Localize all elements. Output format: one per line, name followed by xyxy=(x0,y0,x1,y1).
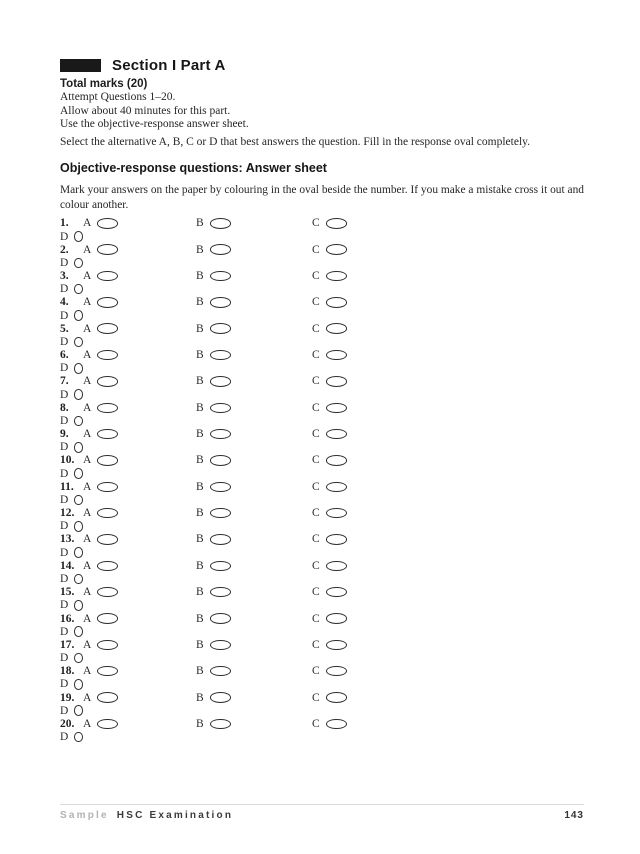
answer-oval[interactable] xyxy=(74,442,83,453)
option-letter: C xyxy=(312,454,320,467)
answer-oval[interactable] xyxy=(97,719,118,730)
answer-oval[interactable] xyxy=(97,692,118,703)
option-letter: A xyxy=(83,401,92,414)
option-letter: C xyxy=(312,349,320,362)
select-alternative-instruction: Select the alternative A, B, C or D that best answers the question. Fill in the response oval completely. xyxy=(60,135,531,148)
page-footer xyxy=(60,804,584,821)
answer-oval[interactable] xyxy=(210,455,231,466)
option-cell xyxy=(196,296,312,308)
option-cell xyxy=(312,454,426,466)
option-cell xyxy=(60,547,83,559)
option-letter: B xyxy=(196,375,204,388)
option-cell xyxy=(83,349,196,361)
option-cell xyxy=(83,560,196,572)
option-letter: B xyxy=(196,217,204,230)
answer-oval[interactable] xyxy=(326,218,347,229)
option-cell xyxy=(196,244,312,256)
answer-oval[interactable] xyxy=(74,389,83,400)
option-cell xyxy=(196,428,312,440)
marking-instructions-paragraph: Mark your answers on the paper by colouring in the oval beside the number. If you make a mistake cross it out and colour another. xyxy=(60,184,584,211)
answer-oval[interactable] xyxy=(210,350,231,361)
option-cell xyxy=(60,599,83,611)
option-letter: C xyxy=(312,533,320,546)
option-letter: A xyxy=(83,428,92,441)
option-cell xyxy=(196,323,312,335)
option-letter: D xyxy=(60,467,69,480)
answer-oval[interactable] xyxy=(210,429,231,440)
answer-oval[interactable] xyxy=(74,705,83,716)
question-number: 11. xyxy=(60,480,74,493)
option-letter: B xyxy=(196,612,204,625)
answer-oval[interactable] xyxy=(74,732,83,743)
option-letter: A xyxy=(83,375,92,388)
option-cell xyxy=(60,441,83,453)
option-letter: B xyxy=(196,717,204,730)
option-cell xyxy=(60,520,83,532)
answer-oval[interactable] xyxy=(210,666,231,677)
option-cell xyxy=(60,494,83,506)
option-cell xyxy=(83,375,196,387)
answer-oval[interactable] xyxy=(97,534,118,545)
answer-oval[interactable] xyxy=(326,613,347,624)
question-number: 17. xyxy=(60,638,75,651)
option-letter: A xyxy=(83,270,92,283)
answer-oval[interactable] xyxy=(74,600,83,611)
option-letter: B xyxy=(196,454,204,467)
question-number: 4. xyxy=(60,296,69,309)
answer-row xyxy=(60,243,584,269)
option-cell xyxy=(83,692,196,704)
option-letter: B xyxy=(196,428,204,441)
option-letter: D xyxy=(60,704,69,717)
option-cell xyxy=(83,270,196,282)
option-cell xyxy=(83,428,196,440)
answer-oval[interactable] xyxy=(210,403,231,414)
question-number: 6. xyxy=(60,349,69,362)
answer-oval[interactable] xyxy=(210,297,231,308)
question-number: 14. xyxy=(60,559,75,572)
answer-oval[interactable] xyxy=(97,640,118,651)
option-cell xyxy=(312,349,426,361)
option-letter: A xyxy=(83,480,92,493)
option-letter: B xyxy=(196,559,204,572)
option-letter: A xyxy=(83,717,92,730)
section-marker-bar xyxy=(60,59,101,72)
option-letter: A xyxy=(83,691,92,704)
answer-oval[interactable] xyxy=(74,521,83,532)
option-cell xyxy=(312,481,426,493)
question-number: 3. xyxy=(60,270,69,283)
answer-oval[interactable] xyxy=(326,403,347,414)
option-cell xyxy=(196,533,312,545)
option-cell xyxy=(196,481,312,493)
option-cell xyxy=(196,665,312,677)
answer-oval[interactable] xyxy=(210,218,231,229)
section-header xyxy=(60,57,584,74)
answer-oval[interactable] xyxy=(74,495,83,506)
instruction-line: Use the objective-response answer sheet. xyxy=(60,118,249,131)
option-cell xyxy=(312,244,426,256)
option-cell xyxy=(60,705,83,717)
option-letter: D xyxy=(60,362,69,375)
answer-oval[interactable] xyxy=(97,561,118,572)
answer-oval[interactable] xyxy=(210,376,231,387)
section-title: Section I Part A xyxy=(112,57,226,74)
option-letter: D xyxy=(60,731,69,744)
answer-oval[interactable] xyxy=(326,561,347,572)
instruction-line: Allow about 40 minutes for this part. xyxy=(60,104,231,117)
option-letter: C xyxy=(312,296,320,309)
answer-oval[interactable] xyxy=(326,587,347,598)
answer-oval[interactable] xyxy=(74,626,83,637)
answer-row xyxy=(60,217,584,243)
option-cell xyxy=(312,402,426,414)
answer-row xyxy=(60,296,584,322)
answer-row xyxy=(60,480,584,506)
option-cell xyxy=(312,428,426,440)
answer-oval[interactable] xyxy=(97,482,118,493)
answer-oval[interactable] xyxy=(326,719,347,730)
answer-oval[interactable] xyxy=(97,323,118,334)
answer-row xyxy=(60,507,584,533)
question-number: 18. xyxy=(60,665,75,678)
option-cell xyxy=(60,362,83,374)
answer-row xyxy=(60,717,584,743)
option-cell xyxy=(60,468,83,480)
option-letter: A xyxy=(83,612,92,625)
option-letter: B xyxy=(196,296,204,309)
answer-row xyxy=(60,533,584,559)
option-cell xyxy=(60,257,83,269)
answer-oval[interactable] xyxy=(210,323,231,334)
option-letter: A xyxy=(83,559,92,572)
option-cell xyxy=(196,718,312,730)
answer-row xyxy=(60,401,584,427)
option-letter: C xyxy=(312,638,320,651)
option-cell xyxy=(312,217,426,229)
option-letter: C xyxy=(312,586,320,599)
answer-oval[interactable] xyxy=(97,244,118,255)
answer-row xyxy=(60,665,584,691)
option-cell xyxy=(312,296,426,308)
option-cell xyxy=(60,626,83,638)
answer-oval[interactable] xyxy=(210,244,231,255)
answer-oval[interactable] xyxy=(74,310,83,321)
option-cell xyxy=(196,692,312,704)
answer-oval[interactable] xyxy=(97,218,118,229)
option-cell xyxy=(83,718,196,730)
option-cell xyxy=(60,283,83,295)
answer-row xyxy=(60,269,584,295)
option-letter: C xyxy=(312,507,320,520)
option-letter: A xyxy=(83,533,92,546)
option-cell xyxy=(196,586,312,598)
option-cell xyxy=(83,665,196,677)
option-cell xyxy=(196,402,312,414)
answer-oval[interactable] xyxy=(210,561,231,572)
option-cell xyxy=(83,244,196,256)
option-letter: B xyxy=(196,480,204,493)
answer-oval[interactable] xyxy=(326,297,347,308)
answer-oval[interactable] xyxy=(97,271,118,282)
option-cell xyxy=(60,415,83,427)
answer-oval[interactable] xyxy=(97,297,118,308)
answer-oval[interactable] xyxy=(326,666,347,677)
answer-oval[interactable] xyxy=(97,666,118,677)
option-cell xyxy=(196,613,312,625)
option-letter: D xyxy=(60,441,69,454)
answer-oval[interactable] xyxy=(97,613,118,624)
option-cell xyxy=(312,533,426,545)
option-cell xyxy=(83,586,196,598)
question-number: 7. xyxy=(60,375,69,388)
answer-row xyxy=(60,428,584,454)
answer-row xyxy=(60,349,584,375)
option-letter: D xyxy=(60,573,69,585)
answer-oval[interactable] xyxy=(74,416,83,427)
answer-row xyxy=(60,454,584,480)
option-letter: C xyxy=(312,691,320,704)
option-letter: C xyxy=(312,717,320,730)
option-letter: C xyxy=(312,375,320,388)
question-number: 16. xyxy=(60,612,75,625)
option-letter: D xyxy=(60,520,69,533)
option-letter: D xyxy=(60,546,69,559)
option-cell xyxy=(312,560,426,572)
option-letter: C xyxy=(312,401,320,414)
answer-row xyxy=(60,586,584,612)
option-cell xyxy=(83,639,196,651)
answer-oval[interactable] xyxy=(97,350,118,361)
option-letter: B xyxy=(196,243,204,256)
option-cell xyxy=(83,507,196,519)
option-cell xyxy=(60,310,83,322)
answer-oval[interactable] xyxy=(74,337,83,348)
answer-oval[interactable] xyxy=(210,587,231,598)
option-letter: B xyxy=(196,691,204,704)
answer-row xyxy=(60,322,584,348)
answer-oval[interactable] xyxy=(97,403,118,414)
answer-oval[interactable] xyxy=(210,482,231,493)
option-letter: C xyxy=(312,243,320,256)
answer-row xyxy=(60,375,584,401)
answer-oval[interactable] xyxy=(326,323,347,334)
option-letter: A xyxy=(83,349,92,362)
option-cell xyxy=(60,573,83,585)
answer-oval[interactable] xyxy=(210,613,231,624)
option-cell xyxy=(83,481,196,493)
option-cell xyxy=(83,613,196,625)
option-letter: C xyxy=(312,270,320,283)
answer-oval[interactable] xyxy=(74,363,83,374)
question-number: 10. xyxy=(60,454,75,467)
option-cell xyxy=(196,375,312,387)
option-letter: B xyxy=(196,586,204,599)
answer-oval[interactable] xyxy=(326,376,347,387)
option-letter: A xyxy=(83,243,92,256)
option-cell xyxy=(196,639,312,651)
option-letter: B xyxy=(196,401,204,414)
question-number: 8. xyxy=(60,401,69,414)
option-letter: C xyxy=(312,217,320,230)
option-cell xyxy=(83,323,196,335)
option-letter: A xyxy=(83,638,92,651)
option-cell xyxy=(312,586,426,598)
option-cell xyxy=(83,454,196,466)
answer-oval[interactable] xyxy=(326,640,347,651)
instruction-line: Attempt Questions 1–20. xyxy=(60,91,176,103)
option-letter: B xyxy=(196,270,204,283)
option-letter: C xyxy=(312,665,320,678)
answer-oval[interactable] xyxy=(97,455,118,466)
answer-oval[interactable] xyxy=(97,376,118,387)
question-number: 1. xyxy=(60,217,69,230)
answer-oval[interactable] xyxy=(326,534,347,545)
option-letter: D xyxy=(60,652,69,665)
question-number: 19. xyxy=(60,691,75,704)
option-letter: D xyxy=(60,256,69,269)
option-letter: D xyxy=(60,678,69,691)
answer-oval[interactable] xyxy=(326,350,347,361)
answer-oval[interactable] xyxy=(74,547,83,558)
answer-oval[interactable] xyxy=(74,258,83,269)
option-letter: D xyxy=(60,414,69,427)
option-letter: D xyxy=(60,388,69,401)
answer-oval[interactable] xyxy=(74,574,83,585)
option-cell xyxy=(312,613,426,625)
option-letter: B xyxy=(196,665,204,678)
option-letter: D xyxy=(60,599,69,612)
option-cell xyxy=(83,217,196,229)
answer-row xyxy=(60,612,584,638)
option-letter: D xyxy=(60,493,69,506)
answer-oval[interactable] xyxy=(74,284,83,295)
option-letter: D xyxy=(60,230,69,243)
answer-oval[interactable] xyxy=(97,508,118,519)
option-cell xyxy=(312,639,426,651)
answer-oval[interactable] xyxy=(326,455,347,466)
option-letter: A xyxy=(83,665,92,678)
option-cell xyxy=(312,270,426,282)
answer-sheet xyxy=(60,217,584,744)
question-number: 5. xyxy=(60,322,69,335)
question-number: 9. xyxy=(60,428,69,441)
option-cell xyxy=(312,692,426,704)
option-cell xyxy=(83,533,196,545)
answer-row xyxy=(60,691,584,717)
answer-oval[interactable] xyxy=(210,692,231,703)
option-cell xyxy=(60,231,83,243)
option-cell xyxy=(312,718,426,730)
answer-oval[interactable] xyxy=(97,429,118,440)
answer-oval[interactable] xyxy=(326,271,347,282)
answer-oval[interactable] xyxy=(326,429,347,440)
answer-oval[interactable] xyxy=(97,587,118,598)
option-cell xyxy=(60,336,83,348)
option-cell xyxy=(60,652,83,664)
option-letter: B xyxy=(196,638,204,651)
option-letter: C xyxy=(312,559,320,572)
option-letter: C xyxy=(312,322,320,335)
answer-oval[interactable] xyxy=(210,508,231,519)
answer-row xyxy=(60,559,584,585)
option-letter: B xyxy=(196,533,204,546)
option-cell xyxy=(312,507,426,519)
answer-oval[interactable] xyxy=(74,468,83,479)
option-letter: B xyxy=(196,322,204,335)
footer-sample-label: Sample xyxy=(60,810,109,821)
answer-oval[interactable] xyxy=(326,482,347,493)
option-cell xyxy=(196,349,312,361)
option-letter: A xyxy=(83,322,92,335)
answer-oval[interactable] xyxy=(326,692,347,703)
page-number: 143 xyxy=(564,810,584,821)
option-cell xyxy=(83,402,196,414)
option-cell xyxy=(196,560,312,572)
answer-oval[interactable] xyxy=(210,640,231,651)
option-letter: C xyxy=(312,480,320,493)
option-letter: A xyxy=(83,454,92,467)
option-cell xyxy=(83,296,196,308)
option-letter: D xyxy=(60,309,69,322)
option-letter: B xyxy=(196,507,204,520)
option-letter: A xyxy=(83,507,92,520)
option-cell xyxy=(312,665,426,677)
answer-oval[interactable] xyxy=(210,271,231,282)
answer-oval[interactable] xyxy=(74,653,83,664)
footer-exam-label: HSC Examination xyxy=(116,810,234,821)
option-cell xyxy=(312,323,426,335)
answer-oval[interactable] xyxy=(326,508,347,519)
option-cell xyxy=(60,389,83,401)
option-cell xyxy=(196,217,312,229)
option-cell xyxy=(196,454,312,466)
option-letter: A xyxy=(83,217,92,230)
question-number: 2. xyxy=(60,243,69,256)
question-number: 13. xyxy=(60,533,75,546)
total-marks-label: Total marks (20) xyxy=(60,78,148,90)
option-letter: C xyxy=(312,612,320,625)
question-number: 12. xyxy=(60,507,75,520)
question-number: 15. xyxy=(60,586,75,599)
option-letter: A xyxy=(83,296,92,309)
option-letter: B xyxy=(196,349,204,362)
option-cell xyxy=(196,507,312,519)
question-number: 20. xyxy=(60,717,75,730)
option-letter: A xyxy=(83,586,92,599)
option-letter: D xyxy=(60,625,69,638)
option-cell xyxy=(196,270,312,282)
answer-oval[interactable] xyxy=(210,719,231,730)
answer-row xyxy=(60,638,584,664)
answer-oval[interactable] xyxy=(74,231,83,242)
answer-oval[interactable] xyxy=(74,679,83,690)
option-cell xyxy=(60,678,83,690)
answer-oval[interactable] xyxy=(210,534,231,545)
option-letter: D xyxy=(60,335,69,348)
answer-oval[interactable] xyxy=(326,244,347,255)
option-cell xyxy=(312,375,426,387)
answer-sheet-subheading: Objective-response questions: Answer sheet xyxy=(60,161,327,176)
option-letter: D xyxy=(60,283,69,296)
option-cell xyxy=(60,731,83,743)
option-letter: C xyxy=(312,428,320,441)
